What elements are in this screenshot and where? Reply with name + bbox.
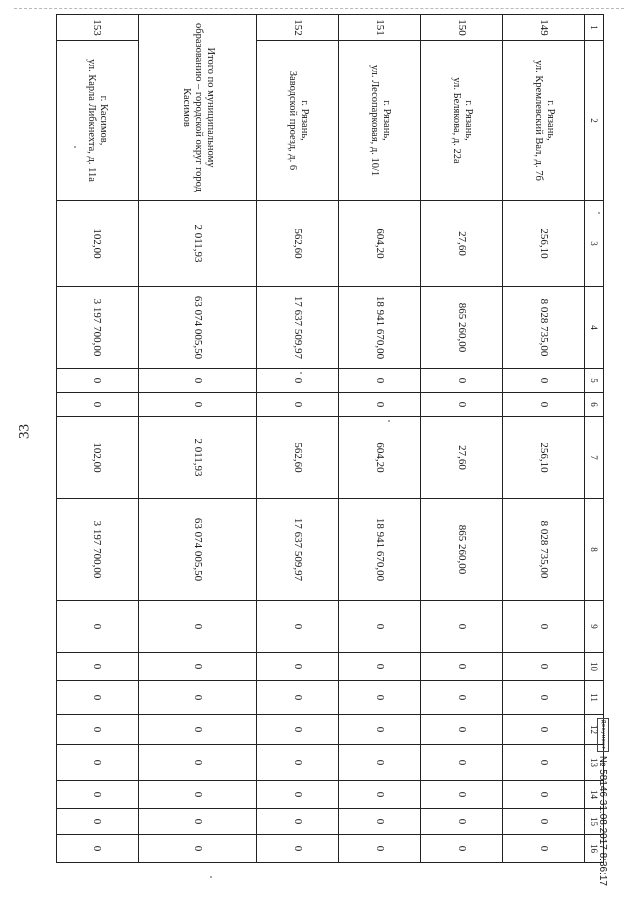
address-line: Касимов: [180, 88, 192, 127]
value-cell-col-16: 0: [503, 835, 585, 863]
value-cell-col-8: 63 074 005,50: [138, 499, 256, 601]
value-cell-col-16: 0: [138, 835, 256, 863]
value-cell-col-8: 3 197 700,00: [57, 499, 139, 601]
value-cell-col-12: 0: [503, 715, 585, 745]
address-cell: [57, 41, 139, 201]
value-cell-col-9: 0: [257, 601, 339, 653]
value-cell-col-12: 0: [339, 715, 421, 745]
value-cell-col-9: 0: [503, 601, 585, 653]
table-row: [421, 15, 503, 863]
column-number: 9: [585, 601, 604, 653]
value-cell-col-7: 256,10: [503, 417, 585, 499]
column-number: 11: [585, 681, 604, 715]
row-number: 150: [421, 15, 503, 41]
value-cell-col-5: 0: [257, 369, 339, 393]
value-cell-col-13: 0: [421, 745, 503, 781]
value-cell-col-9: 0: [138, 601, 256, 653]
value-cell-col-9: 0: [421, 601, 503, 653]
value-cell-col-13: 0: [339, 745, 421, 781]
value-cell-col-15: 0: [57, 809, 139, 835]
column-number: 5: [585, 369, 604, 393]
page-number: 33: [16, 424, 33, 439]
value-cell-col-3: 102,00: [57, 201, 139, 287]
address-line: ул. Белякова, д. 22а: [450, 77, 462, 164]
address-line: г. Рязань,: [544, 100, 556, 141]
column-number: 14: [585, 781, 604, 809]
value-cell-col-13: 0: [138, 745, 256, 781]
value-cell-col-12: 0: [257, 715, 339, 745]
value-cell-col-6: 0: [57, 393, 139, 417]
value-cell-col-14: 0: [138, 781, 256, 809]
total-label: [138, 15, 256, 201]
column-number: 4: [585, 287, 604, 369]
address-line: г. Рязань,: [298, 100, 310, 141]
value-cell-col-3: 604,20: [339, 201, 421, 287]
value-cell-col-10: 0: [421, 653, 503, 681]
column-number: 6: [585, 393, 604, 417]
property-table: [56, 14, 604, 863]
value-cell-col-6: 0: [503, 393, 585, 417]
value-cell-col-15: 0: [339, 809, 421, 835]
stamp-text: № 58146 31.08.2017 8:36:17: [597, 755, 609, 886]
table-row: [339, 15, 421, 863]
table-row: [257, 15, 339, 863]
value-cell-col-13: 0: [503, 745, 585, 781]
value-cell-col-11: 0: [57, 681, 139, 715]
value-cell-col-6: 0: [339, 393, 421, 417]
value-cell-col-6: 0: [138, 393, 256, 417]
value-cell-col-7: 604,20: [339, 417, 421, 499]
address-line: г. Касимов,: [98, 95, 110, 146]
table-row: [503, 15, 585, 863]
rotated-table-container: [56, 14, 604, 853]
address-cell: [503, 41, 585, 201]
value-cell-col-4: 63 074 005,50: [138, 287, 256, 369]
value-cell-col-10: 0: [138, 653, 256, 681]
value-cell-col-8: 865 260,00: [421, 499, 503, 601]
value-cell-col-11: 0: [138, 681, 256, 715]
value-cell-col-7: 2 011,93: [138, 417, 256, 499]
value-cell-col-5: 0: [503, 369, 585, 393]
value-cell-col-3: 562,60: [257, 201, 339, 287]
value-cell-col-16: 0: [421, 835, 503, 863]
value-cell-col-14: 0: [257, 781, 339, 809]
value-cell-col-14: 0: [339, 781, 421, 809]
value-cell-col-10: 0: [57, 653, 139, 681]
address-cell: [421, 41, 503, 201]
value-cell-col-4: 3 197 700,00: [57, 287, 139, 369]
value-cell-col-4: 8 028 735,00: [503, 287, 585, 369]
value-cell-col-4: 18 941 670,00: [339, 287, 421, 369]
value-cell-col-16: 0: [257, 835, 339, 863]
registration-stamp: [594, 718, 612, 886]
value-cell-col-11: 0: [257, 681, 339, 715]
column-number: 3: [585, 201, 604, 287]
address-line: г. Рязань,: [462, 100, 474, 141]
value-cell-col-12: 0: [138, 715, 256, 745]
value-cell-col-11: 0: [421, 681, 503, 715]
value-cell-col-3: 256,10: [503, 201, 585, 287]
value-cell-col-13: 0: [257, 745, 339, 781]
value-cell-col-15: 0: [421, 809, 503, 835]
address-line: Заводской проезд, д. 6: [286, 70, 298, 171]
address-line: образованию – городской округ город: [192, 23, 204, 192]
value-cell-col-10: 0: [339, 653, 421, 681]
value-cell-col-5: 0: [57, 369, 139, 393]
value-cell-col-12: 0: [421, 715, 503, 745]
address-line: ул. Лесопарковая, д. 10/1: [368, 64, 380, 177]
value-cell-col-14: 0: [421, 781, 503, 809]
address-line: ул. Карла Либкнехта, д. 11а: [86, 59, 98, 182]
value-cell-col-15: 0: [138, 809, 256, 835]
value-cell-col-6: 0: [257, 393, 339, 417]
value-cell-col-16: 0: [57, 835, 139, 863]
address-cell: [339, 41, 421, 201]
value-cell-col-10: 0: [257, 653, 339, 681]
value-cell-col-11: 0: [339, 681, 421, 715]
page-top-dashed-line: [14, 8, 624, 9]
value-cell-col-14: 0: [57, 781, 139, 809]
column-number: 13: [585, 745, 604, 781]
value-cell-col-8: 8 028 735,00: [503, 499, 585, 601]
value-cell-col-7: 27,60: [421, 417, 503, 499]
total-row: [138, 15, 256, 863]
value-cell-col-5: 0: [421, 369, 503, 393]
value-cell-col-11: 0: [503, 681, 585, 715]
address-cell: [257, 41, 339, 201]
row-number: 153: [57, 15, 139, 41]
value-cell-col-10: 0: [503, 653, 585, 681]
column-number: 10: [585, 653, 604, 681]
value-cell-col-7: 562,60: [257, 417, 339, 499]
logo-text: Документ: [597, 718, 609, 752]
document-logo-icon: [597, 718, 609, 752]
value-cell-col-9: 0: [339, 601, 421, 653]
value-cell-col-14: 0: [503, 781, 585, 809]
value-cell-col-3: 27,60: [421, 201, 503, 287]
value-cell-col-3: 2 011,93: [138, 201, 256, 287]
column-number: 1: [585, 15, 604, 41]
value-cell-col-4: 17 637 509,97: [257, 287, 339, 369]
table-body: [57, 15, 604, 863]
row-number: 149: [503, 15, 585, 41]
address-line: г. Рязань,: [380, 100, 392, 141]
value-cell-col-5: 0: [339, 369, 421, 393]
value-cell-col-16: 0: [339, 835, 421, 863]
column-number: 2: [585, 41, 604, 201]
address-line: ул. Кремлевский Вал, д. 7б: [532, 60, 544, 181]
column-number: 7: [585, 417, 604, 499]
value-cell-col-8: 17 637 509,97: [257, 499, 339, 601]
value-cell-col-9: 0: [57, 601, 139, 653]
value-cell-col-6: 0: [421, 393, 503, 417]
value-cell-col-7: 102,00: [57, 417, 139, 499]
value-cell-col-5: 0: [138, 369, 256, 393]
value-cell-col-4: 865 260,00: [421, 287, 503, 369]
column-number: 12: [585, 715, 604, 745]
value-cell-col-15: 0: [503, 809, 585, 835]
value-cell-col-15: 0: [257, 809, 339, 835]
address-line: Итого по муниципальному: [204, 47, 216, 168]
column-number: 8: [585, 499, 604, 601]
scan-speck: [210, 876, 212, 878]
column-number: 15: [585, 809, 604, 835]
row-number: 152: [257, 15, 339, 41]
value-cell-col-8: 18 941 670,00: [339, 499, 421, 601]
row-number: 151: [339, 15, 421, 41]
value-cell-col-12: 0: [57, 715, 139, 745]
table-row: [57, 15, 139, 863]
column-number: 16: [585, 835, 604, 863]
value-cell-col-13: 0: [57, 745, 139, 781]
